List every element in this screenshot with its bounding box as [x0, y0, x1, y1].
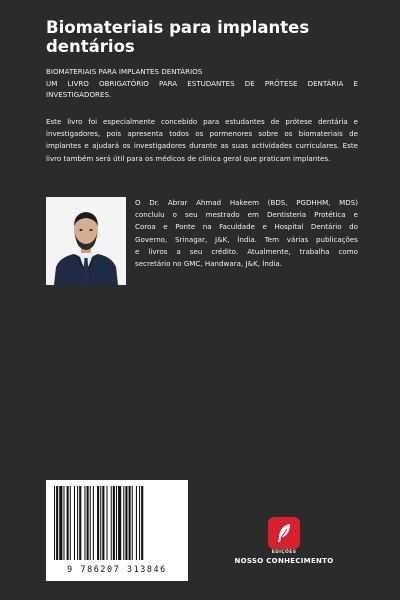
author-bio-line: secretário no GMC, Handwara, J&K, Índia.: [135, 259, 282, 269]
author-bio-line: e livros a seu crédito. Atualmente, trabalha como: [135, 246, 358, 256]
isbn-barcode: [46, 480, 188, 581]
author-bio-line: Governo, Srinagar, J&K, Índia. Tem várias publicações: [135, 234, 358, 244]
isbn-number: 9 786207 313846: [67, 564, 167, 574]
author-bio: [135, 197, 358, 270]
author-bio-line: O Dr. Abrar Ahmad Hakeem (BDS, PGDHHM, MDS): [135, 198, 358, 207]
barcode-icon: [52, 486, 182, 562]
feather-pen-icon: [268, 517, 300, 549]
author-bio-line: Coroa e Ponte na Faculdade e Hospital Dentário do: [135, 222, 358, 232]
subtitle-block: [46, 66, 358, 101]
author-photo: [46, 197, 126, 285]
publisher-label: EDIÇÕES: [271, 550, 297, 555]
publisher-name: NOSSO CONHECIMENTO: [234, 557, 334, 565]
book-description: Este livro foi especialmente concebido para estudantes de prótese dentária e investigadores, pois apresenta todos os pormenores sobre os biomateriais de implantes e ajudará os investigadores durante as suas actividades curriculares. Este livro também será útil para os médicos de clínica geral que praticam implantes.: [46, 117, 358, 163]
author-portrait-icon: [46, 197, 126, 285]
author-bio-line: concluiu o seu mestrado em Dentisteria Protética e: [135, 210, 358, 220]
subtitle-line-1: BIOMATERIAIS PARA IMPLANTES DENTÁRIOS: [46, 67, 203, 76]
book-title: Biomateriais para implantes dentários: [46, 18, 310, 56]
subtitle-line-3: INVESTIGADORES.: [46, 90, 112, 99]
subtitle-line-2: UM LIVRO OBRIGATÓRIO PARA ESTUDANTES DE PRÓTESE DENTÁRIA E: [46, 78, 358, 88]
